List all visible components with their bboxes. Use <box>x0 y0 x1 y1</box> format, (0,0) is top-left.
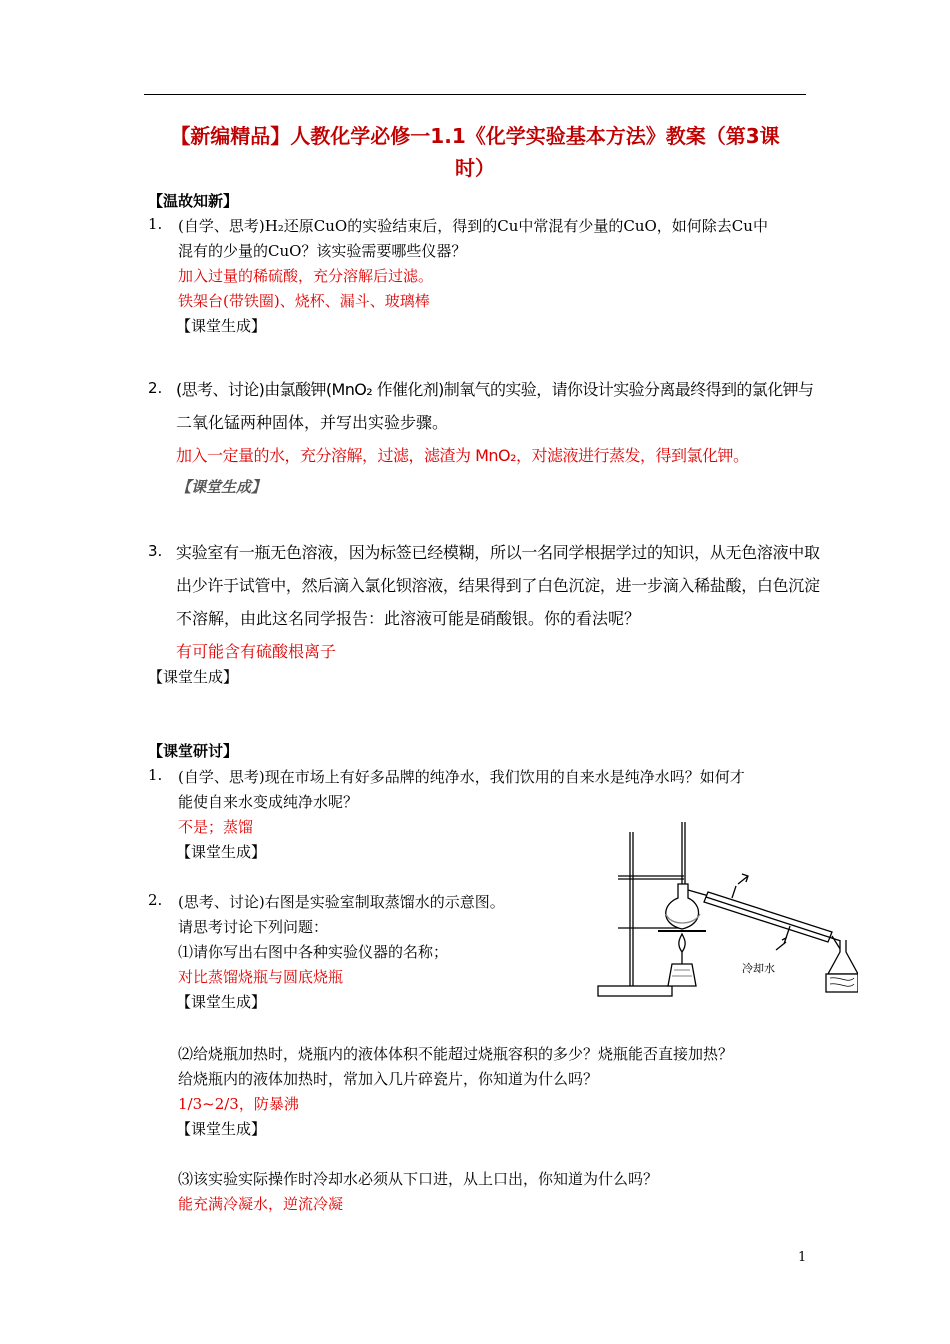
study-q2-number: 2. <box>148 891 163 909</box>
review-q1-line1: (自学、思考)H₂还原CuO的实验结束后，得到的Cu中常混有少量的CuO，如何除去Cu中 <box>178 217 768 235</box>
review-q3-note: 【课堂生成】 <box>148 668 239 686</box>
review-q1-answer1: 加入过量的稀硫酸，充分溶解后过滤。 <box>178 267 434 285</box>
page-title <box>144 120 806 184</box>
study-q2-sub3-line1: ⑶该实验实际操作时冷却水必须从下口进，从上口出，你知道为什么吗？ <box>178 1170 659 1188</box>
page-number: 1 <box>798 1250 807 1265</box>
title-line-1: 【新编精品】人教化学必修一1.1《化学实验基本方法》教案（第3课 <box>170 124 780 148</box>
review-q3-number: 3. <box>148 542 163 560</box>
study-q2-sub2-line1: ⑵给烧瓶加热时，烧瓶内的液体体积不能超过烧瓶容积的多少？烧瓶能否直接加热？ <box>178 1045 734 1063</box>
review-q1-note: 【课堂生成】 <box>176 317 267 335</box>
study-q2-sub2-line2: 给烧瓶内的液体加热时，常加入几片碎瓷片，你知道为什么吗？ <box>178 1070 599 1088</box>
study-q2-sub1-text: ⑴请你写出右图中各种实验仪器的名称； <box>178 943 449 961</box>
review-q2-answer: 加入一定量的水，充分溶解，过滤，滤渣为 MnO₂，对滤液进行蒸发，得到氯化钾。 <box>176 446 749 465</box>
review-q3-line2: 出少许于试管中，然后滴入氯化钡溶液，结果得到了白色沉淀，进一步滴入稀盐酸，白色沉淀 <box>176 576 820 595</box>
review-q3-line1: 实验室有一瓶无色溶液，因为标签已经模糊，所以一名同学根据学过的知识，从无色溶液中取 <box>176 543 820 562</box>
study-q1-number: 1. <box>148 766 163 784</box>
study-q2-line2: 请思考讨论下列问题： <box>178 918 329 936</box>
review-q1-answer2: 铁架台(带铁圈)、烧杯、漏斗、玻璃棒 <box>178 292 430 310</box>
wood-block <box>826 974 858 992</box>
study-q1-note: 【课堂生成】 <box>176 843 267 861</box>
water-outlet <box>732 886 736 898</box>
review-q3-answer: 有可能含有硫酸根离子 <box>176 642 337 661</box>
section-heading-review: 【温故知新】 <box>148 192 239 210</box>
title-line-2: 时） <box>455 156 495 180</box>
study-q2-sub1-note: 【课堂生成】 <box>176 993 267 1011</box>
review-q1-line2: 混有的少量的CuO？该实验需要哪些仪器？ <box>178 242 467 260</box>
iron-stand-base <box>598 986 672 996</box>
flame <box>679 934 685 952</box>
cooling-water-label: 冷却水 <box>742 962 775 975</box>
section-heading-study: 【课堂研讨】 <box>148 742 239 760</box>
review-q2-number: 2. <box>148 379 163 397</box>
study-q2-sub3-answer: 能充满冷凝水，逆流冷凝 <box>178 1195 344 1213</box>
study-q2-line1: (思考、讨论)右图是实验室制取蒸馏水的示意图。 <box>178 893 505 911</box>
header-rule <box>144 94 806 95</box>
study-q2-sub2-answer: 1/3~2/3，防暴沸 <box>178 1095 299 1113</box>
review-q2-note: 【课堂生成】 <box>176 478 267 496</box>
review-q2-line1: (思考、讨论)由氯酸钾(MnO₂ 作催化剂)制氧气的实验，请你设计实验分离最终得到的氯化钾与 <box>176 380 814 399</box>
review-q2-line2: 二氧化锰两种固体，并写出实验步骤。 <box>176 413 449 432</box>
receiving-flask <box>828 940 858 974</box>
study-q1-line2: 能使自来水变成纯净水呢？ <box>178 793 359 811</box>
distillation-apparatus-diagram <box>596 818 858 1002</box>
study-q1-answer: 不是；蒸馏 <box>178 818 254 836</box>
review-q3-line3: 不溶解，由此这名同学报告：此溶液可能是硝酸银。你的看法呢？ <box>176 609 641 628</box>
study-q2-sub1-answer: 对比蒸馏烧瓶与圆底烧瓶 <box>178 968 344 986</box>
study-q1-line1: (自学、思考)现在市场上有好多品牌的纯净水，我们饮用的自来水是纯净水吗？如何才 <box>178 768 745 786</box>
distillation-flask <box>666 884 699 929</box>
study-q2-sub2-note: 【课堂生成】 <box>176 1120 267 1138</box>
review-q1-number: 1. <box>148 215 163 233</box>
alcohol-lamp <box>668 964 696 986</box>
